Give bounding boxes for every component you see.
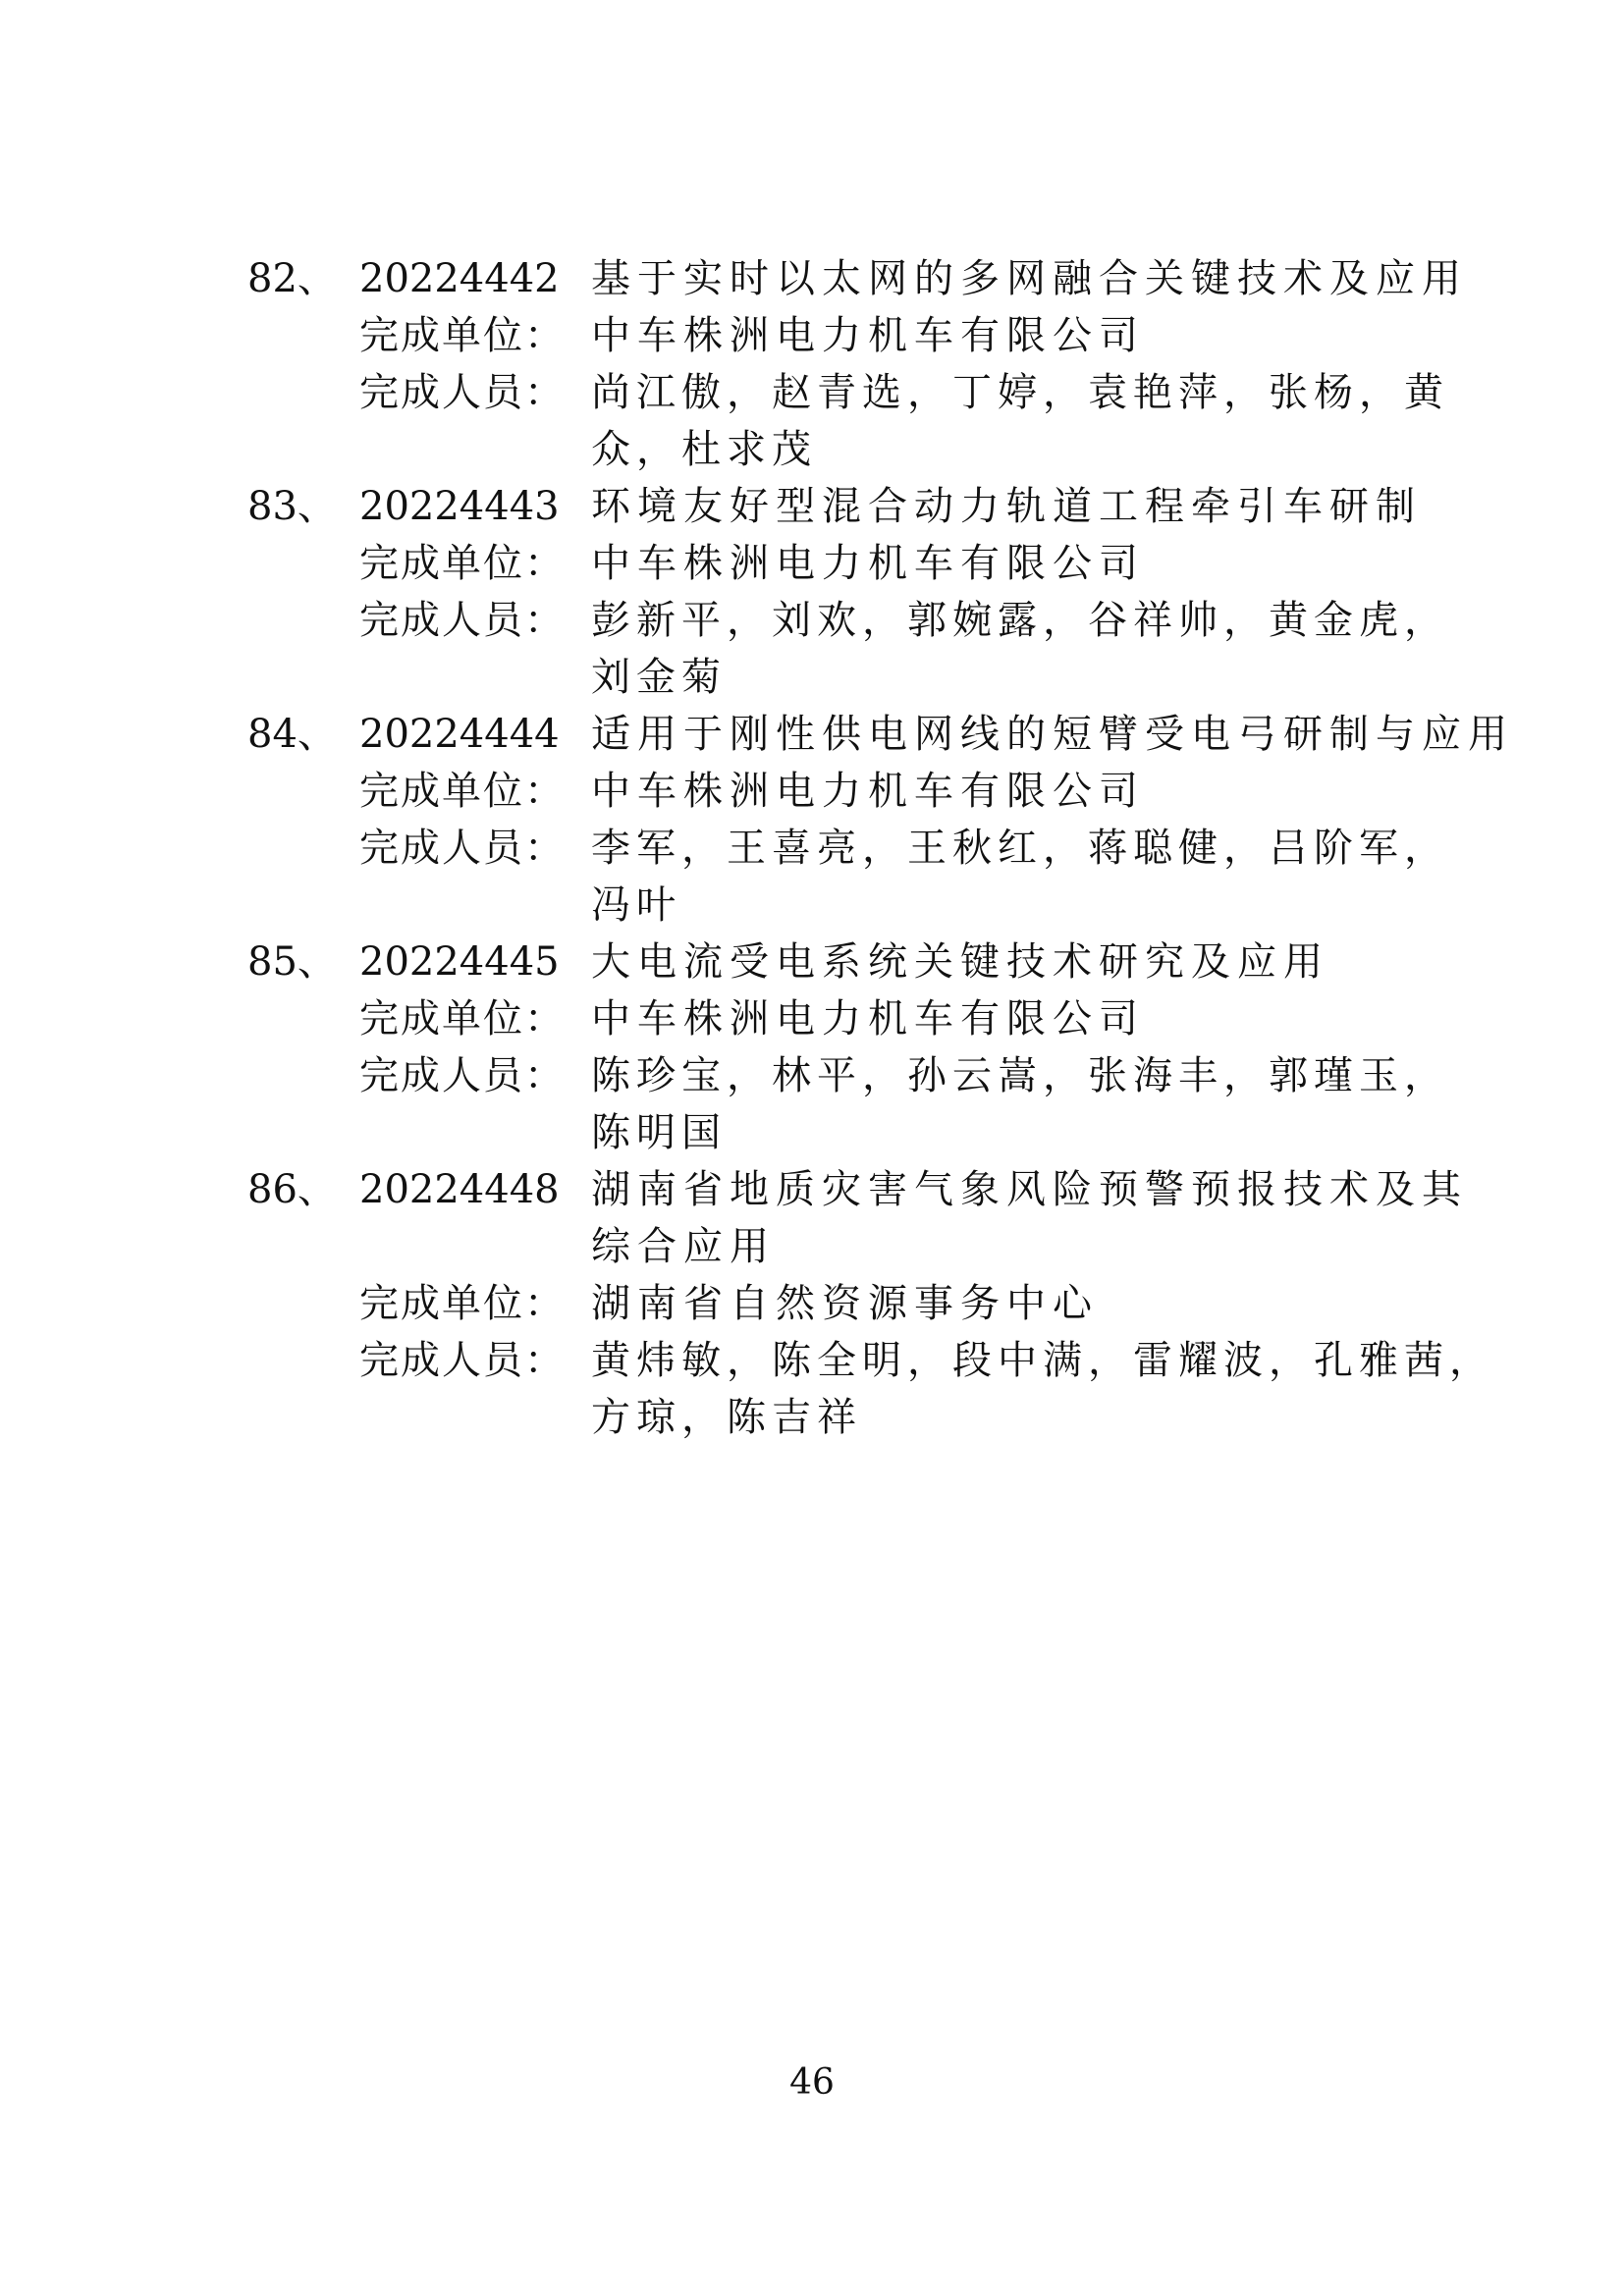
entry-unit: 中车株洲电力机车有限公司: [591, 541, 1145, 586]
entry-title: 综合应用: [591, 1224, 776, 1269]
entry-persons-continuation: [247, 649, 1406, 706]
entry-code: 20224448: [359, 1167, 560, 1212]
entry-title-line: [247, 250, 1468, 307]
entry-persons-line: [247, 364, 1449, 421]
entry-persons: 李军，王喜亮，王秋红，蒋聪健，吕阶军，: [591, 826, 1449, 871]
entry-code: 20224445: [359, 939, 560, 985]
award-entry: [247, 1161, 1494, 1446]
entry-index: 86、: [247, 1167, 337, 1212]
unit-label: 完成单位：: [359, 996, 566, 1041]
entry-persons: 冯叶: [591, 882, 681, 928]
award-entry: [247, 478, 1449, 706]
entry-unit-line: [247, 990, 1406, 1047]
entry-persons: 彭新平，刘欢，郭婉露，谷祥帅，黄金虎，: [591, 598, 1449, 643]
entry-persons: 方琼，陈吉祥: [591, 1395, 862, 1440]
persons-label: 完成人员：: [359, 826, 566, 871]
entry-persons-line: [247, 1332, 1494, 1389]
unit-label: 完成单位：: [359, 313, 566, 358]
entry-persons: 陈珍宝，林平，孙云嵩，张海丰，郭瑾玉，: [591, 1053, 1449, 1098]
entry-unit-line: [247, 307, 1406, 364]
entry-unit-line: [247, 763, 1406, 820]
entry-persons: 尚江傲，赵青选，丁婷，袁艳萍，张杨，黄: [591, 370, 1449, 415]
entry-code: 20224444: [359, 712, 560, 757]
entry-index: 82、: [247, 256, 337, 301]
entry-persons: 黄炜敏，陈全明，段中满，雷耀波，孔雅茜，: [591, 1338, 1494, 1383]
entry-unit-line: [247, 535, 1406, 592]
entry-index: 85、: [247, 939, 337, 985]
entry-persons-continuation: [247, 1104, 1406, 1161]
entry-persons: 陈明国: [591, 1110, 727, 1155]
persons-label: 完成人员：: [359, 1053, 566, 1098]
entry-title-line: [247, 934, 1406, 990]
entry-persons: 众，杜求茂: [591, 427, 817, 472]
entry-index: 83、: [247, 484, 337, 529]
entry-unit: 湖南省自然资源事务中心: [591, 1281, 1099, 1326]
entry-unit: 中车株洲电力机车有限公司: [591, 996, 1145, 1041]
persons-label: 完成人员：: [359, 598, 566, 643]
entry-title-line: [247, 1161, 1468, 1218]
page-number: 46: [789, 2062, 835, 2103]
entry-persons-line: [247, 820, 1449, 877]
award-entry: [247, 934, 1449, 1161]
entry-title-continuation: [247, 1218, 1406, 1275]
entry-persons-continuation: [247, 1389, 1406, 1446]
unit-label: 完成单位：: [359, 1281, 566, 1326]
award-entry: [247, 250, 1468, 478]
entry-persons-continuation: [247, 421, 1406, 478]
entry-persons-line: [247, 1047, 1449, 1104]
entry-title: 环境友好型混合动力轨道工程牵引车研制: [591, 484, 1422, 529]
entry-code: 20224442: [359, 256, 560, 301]
award-entry: [247, 706, 1514, 934]
entry-unit: 中车株洲电力机车有限公司: [591, 769, 1145, 814]
entry-title: 湖南省地质灾害气象风险预警预报技术及其: [591, 1167, 1468, 1212]
entry-title-line: [247, 706, 1514, 763]
unit-label: 完成单位：: [359, 541, 566, 586]
persons-label: 完成人员：: [359, 1338, 566, 1383]
entry-title: 大电流受电系统关键技术研究及应用: [591, 939, 1329, 985]
entry-index: 84、: [247, 712, 337, 757]
award-entry-list: [247, 250, 1514, 1446]
persons-label: 完成人员：: [359, 370, 566, 415]
entry-persons-continuation: [247, 877, 1406, 934]
entry-unit-line: [247, 1275, 1406, 1332]
unit-label: 完成单位：: [359, 769, 566, 814]
entry-title: 适用于刚性供电网线的短臂受电弓研制与应用: [591, 712, 1514, 757]
entry-persons: 刘金菊: [591, 655, 727, 700]
entry-persons-line: [247, 592, 1449, 649]
entry-title-line: [247, 478, 1422, 535]
entry-code: 20224443: [359, 484, 560, 529]
entry-title: 基于实时以太网的多网融合关键技术及应用: [591, 256, 1468, 301]
entry-unit: 中车株洲电力机车有限公司: [591, 313, 1145, 358]
